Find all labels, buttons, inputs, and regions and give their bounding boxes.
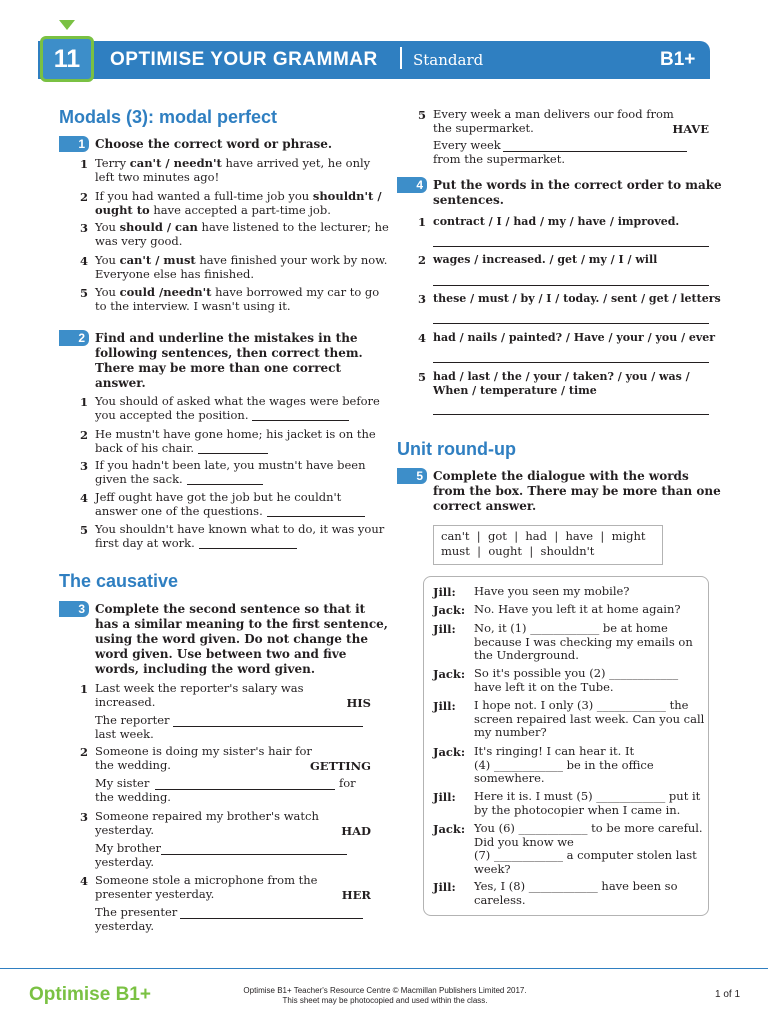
- key-word: HIS: [346, 696, 371, 710]
- section-heading-roundup: Unit round-up: [397, 439, 516, 459]
- item-number: 4: [80, 254, 89, 268]
- speaker-name: Jill:: [433, 880, 456, 894]
- text-run: have accepted a part-time job.: [149, 203, 331, 217]
- answer-prompt: yesterday.: [95, 855, 154, 869]
- item-line: Someone is doing my sister's hair for: [95, 744, 312, 758]
- footer-copyright: Optimise B1+ Teacher's Resource Centre © Macmillan Publishers Limited 2017. This sheet may be photocopied and used within the class.: [243, 986, 527, 1005]
- dialogue-line: screen repaired last week. Can you call: [474, 711, 705, 726]
- item-text: [95, 253, 387, 267]
- dialogue-line: Here it is. I must (5) ____________ put it: [474, 789, 701, 803]
- item-text: [95, 156, 370, 170]
- item-line: these / must / by / I / today. / sent / get / letters: [433, 292, 721, 305]
- item-number: 4: [80, 491, 89, 505]
- item-line: When / temperature / time: [433, 384, 597, 397]
- item-line: to the interview. I wasn't using it.: [95, 299, 291, 313]
- item-line: He mustn't have gone home; his jacket is on the: [95, 427, 376, 441]
- text-run: have listened to the lecturer; he: [197, 220, 389, 234]
- item-line: presenter yesterday.: [95, 887, 215, 901]
- item-number: 5: [418, 370, 427, 384]
- level-badge: B1+: [660, 49, 696, 70]
- dialogue-line: So it's possible you (2) ____________: [474, 666, 679, 680]
- answer-line: [199, 548, 297, 549]
- down-triangle-icon: [59, 20, 75, 30]
- item-line: [95, 190, 382, 204]
- key-word: HER: [341, 888, 371, 902]
- key-word: HAD: [341, 824, 371, 838]
- item-line: the supermarket.: [433, 121, 534, 135]
- item-line: had / last / the / your / taken? / you / was /: [433, 370, 690, 383]
- dialogue-line: You (6) ____________ to be more careful.: [474, 821, 703, 835]
- dialogue-line: have left it on the Tube.: [474, 679, 614, 694]
- answer-prompt: The presenter: [95, 905, 178, 919]
- item-number: 4: [80, 874, 89, 888]
- page-number: 1 of 1: [715, 989, 741, 1000]
- text-run: Terry: [95, 156, 130, 170]
- item-text: you accepted the position.: [95, 408, 249, 422]
- word-box: [433, 525, 663, 565]
- item-line: Every week a man delivers our food from: [433, 107, 674, 121]
- dialogue-line: Yes, I (8) ____________ have been so: [474, 879, 678, 893]
- speaker-name: Jill:: [433, 699, 456, 713]
- item-line: [95, 505, 365, 519]
- answer-line: [433, 285, 709, 286]
- speaker-name: Jill:: [433, 790, 456, 804]
- footer-rule: [0, 968, 768, 969]
- item-line: You should of asked what the wages were before: [95, 394, 380, 408]
- item-line: If you hadn't been late, you mustn't have been: [95, 458, 366, 472]
- item-line: [95, 254, 387, 268]
- answer-line: [173, 726, 363, 727]
- dialogue-line: Have you seen my mobile?: [474, 584, 630, 598]
- item-text: [95, 220, 389, 234]
- exercise-4-instruction: Put the words in the correct order to make sentences.: [433, 178, 722, 207]
- item-line: was very good.: [95, 234, 183, 248]
- item-line: the wedding.: [95, 758, 171, 772]
- dialogue-line: (7) ____________ a computer stolen last: [474, 848, 697, 862]
- exercise-number-4: 4: [397, 177, 427, 193]
- answer-prompt: last week.: [95, 727, 154, 741]
- speaker-name: Jack:: [433, 745, 466, 759]
- unit-number: 11: [40, 36, 94, 82]
- item-number: 3: [80, 459, 89, 473]
- item-line: Last week the reporter's salary was: [95, 681, 304, 695]
- dialogue-line: week?: [474, 861, 511, 876]
- item-text: answer one of the questions.: [95, 504, 263, 518]
- text-run: If you had wanted a full-time job you: [95, 189, 313, 203]
- item-text: given the sack.: [95, 472, 183, 486]
- answer-line: [252, 420, 349, 421]
- item-text: [95, 203, 331, 217]
- speaker-name: Jack:: [433, 822, 466, 836]
- exercise-3-instruction: Complete the second sentence so that it has a similar meaning to the first sentence, using the word given. Do not change the word given. Use between two and five words, including the word given.: [95, 602, 388, 676]
- item-line: [95, 221, 389, 235]
- answer-line: [433, 246, 709, 247]
- exercise-number-5: 5: [397, 468, 427, 484]
- text-run: should / can: [119, 220, 198, 234]
- exercise-5-instruction: Complete the dialogue with the words from the box. There may be more than one correct answer.: [433, 469, 721, 513]
- item-line: [95, 537, 297, 551]
- dialogue-line: by the photocopier when I came in.: [474, 802, 681, 817]
- dialogue-line: I hope not. I only (3) ____________ the: [474, 698, 689, 712]
- answer-line: [155, 789, 335, 790]
- item-line: [95, 157, 370, 171]
- exercise-2-instruction: Find and underline the mistakes in the following sentences, then correct them. There may be more than one correct answer.: [95, 331, 363, 390]
- answer-prompt: yesterday.: [95, 919, 154, 933]
- text-run: could /needn't: [119, 285, 212, 299]
- item-line: contract / I / had / my / have / improved.: [433, 215, 680, 228]
- dialogue-line: careless.: [474, 892, 526, 907]
- item-number: 1: [80, 395, 89, 409]
- item-line: [95, 204, 331, 218]
- item-number: 5: [80, 286, 89, 300]
- page-title: OPTIMISE YOUR GRAMMAR: [110, 49, 378, 70]
- dialogue-line: somewhere.: [474, 771, 545, 785]
- item-line: Jeff ought have got the job but he couldn't: [95, 490, 342, 504]
- dialogue-line: No, it (1) ____________ be at home: [474, 621, 668, 635]
- text-run: You: [95, 220, 120, 234]
- word-box-row-1: can't | got | had | have | might: [441, 529, 646, 543]
- exercise-number-2: 2: [59, 330, 89, 346]
- answer-line: [267, 516, 365, 517]
- key-word: HAVE: [672, 122, 709, 136]
- item-number: 2: [80, 428, 89, 442]
- item-line: [95, 473, 263, 487]
- item-line: had / nails / painted? / Have / your / you / ever: [433, 331, 716, 344]
- dialogue-line: No. Have you left it at home again?: [474, 602, 681, 616]
- item-line: You shouldn't have known what to do, it was your: [95, 522, 385, 536]
- exercise-number-3: 3: [59, 601, 89, 617]
- answer-prompt: from the supermarket.: [433, 152, 566, 166]
- dialogue-line: (4) ____________ be in the office: [474, 757, 654, 772]
- answer-line: [198, 453, 268, 454]
- item-number: 3: [80, 221, 89, 235]
- text-run: can't / must: [119, 253, 196, 267]
- speaker-name: Jack:: [433, 667, 466, 681]
- item-line: left two minutes ago!: [95, 170, 220, 184]
- answer-prompt: My sister: [95, 776, 150, 790]
- answer-tail: for: [339, 776, 356, 790]
- speaker-name: Jack:: [433, 603, 466, 617]
- answer-line: [161, 854, 347, 855]
- level-label: Standard: [413, 51, 484, 69]
- item-line: Everyone else has finished.: [95, 267, 255, 281]
- answer-line: [433, 414, 709, 415]
- exercise-1-instruction: Choose the correct word or phrase.: [95, 137, 333, 151]
- section-heading-causative: The causative: [59, 571, 179, 591]
- item-number: 5: [80, 523, 89, 537]
- key-word: GETTING: [309, 759, 371, 773]
- dialogue-line: Did you know we: [474, 834, 574, 849]
- dialogue-line: the Underground.: [474, 648, 579, 662]
- item-number: 2: [418, 253, 427, 267]
- item-line: Someone stole a microphone from the: [95, 873, 318, 887]
- exercise-number-1: 1: [59, 136, 89, 152]
- dialogue-line: It's ringing! I can hear it. It: [474, 744, 635, 758]
- answer-line: [180, 918, 363, 919]
- answer-prompt: the wedding.: [95, 790, 171, 804]
- speaker-name: Jill:: [433, 622, 456, 636]
- item-number: 1: [80, 157, 89, 171]
- item-line: yesterday.: [95, 823, 154, 837]
- item-line: [95, 442, 268, 456]
- item-line: [95, 409, 349, 423]
- item-number: 2: [80, 190, 89, 204]
- header-separator: [400, 47, 402, 69]
- dialogue-line: because I was checking my emails on: [474, 634, 693, 649]
- item-number: 5: [418, 108, 427, 122]
- section-heading-modals: Modals (3): modal perfect: [59, 107, 278, 127]
- item-number: 1: [418, 215, 427, 229]
- item-number: 3: [80, 810, 89, 824]
- item-text: back of his chair.: [95, 441, 195, 455]
- text-run: have arrived yet, he only: [221, 156, 371, 170]
- item-line: increased.: [95, 695, 156, 709]
- text-run: shouldn't /: [312, 189, 382, 203]
- item-line: wages / increased. / get / my / I / will: [433, 253, 658, 266]
- answer-line: [433, 362, 709, 363]
- answer-prompt: My brother: [95, 841, 162, 855]
- item-number: 2: [80, 745, 89, 759]
- text-run: have finished your work by now.: [195, 253, 388, 267]
- item-text: [95, 285, 379, 299]
- answer-prompt: The reporter: [95, 713, 170, 727]
- item-number: 3: [418, 292, 427, 306]
- item-number: 1: [80, 682, 89, 696]
- item-number: 4: [418, 331, 427, 345]
- item-line: [95, 286, 379, 300]
- speaker-name: Jill:: [433, 585, 456, 599]
- footer-brand: Optimise B1+: [29, 984, 151, 1005]
- text-run: have borrowed my car to go: [211, 285, 380, 299]
- text-run: You: [95, 285, 120, 299]
- text-run: You: [95, 253, 120, 267]
- dialogue-line: my number?: [474, 725, 547, 739]
- text-run: ought to: [95, 203, 150, 217]
- item-text: [95, 189, 382, 203]
- answer-line: [433, 323, 709, 324]
- item-line: Someone repaired my brother's watch: [95, 809, 319, 823]
- item-text: first day at work.: [95, 536, 195, 550]
- word-box-row-2: must | ought | shouldn't: [441, 544, 595, 558]
- answer-line: [187, 484, 263, 485]
- answer-prompt: Every week: [433, 138, 501, 152]
- text-run: can't / needn't: [129, 156, 222, 170]
